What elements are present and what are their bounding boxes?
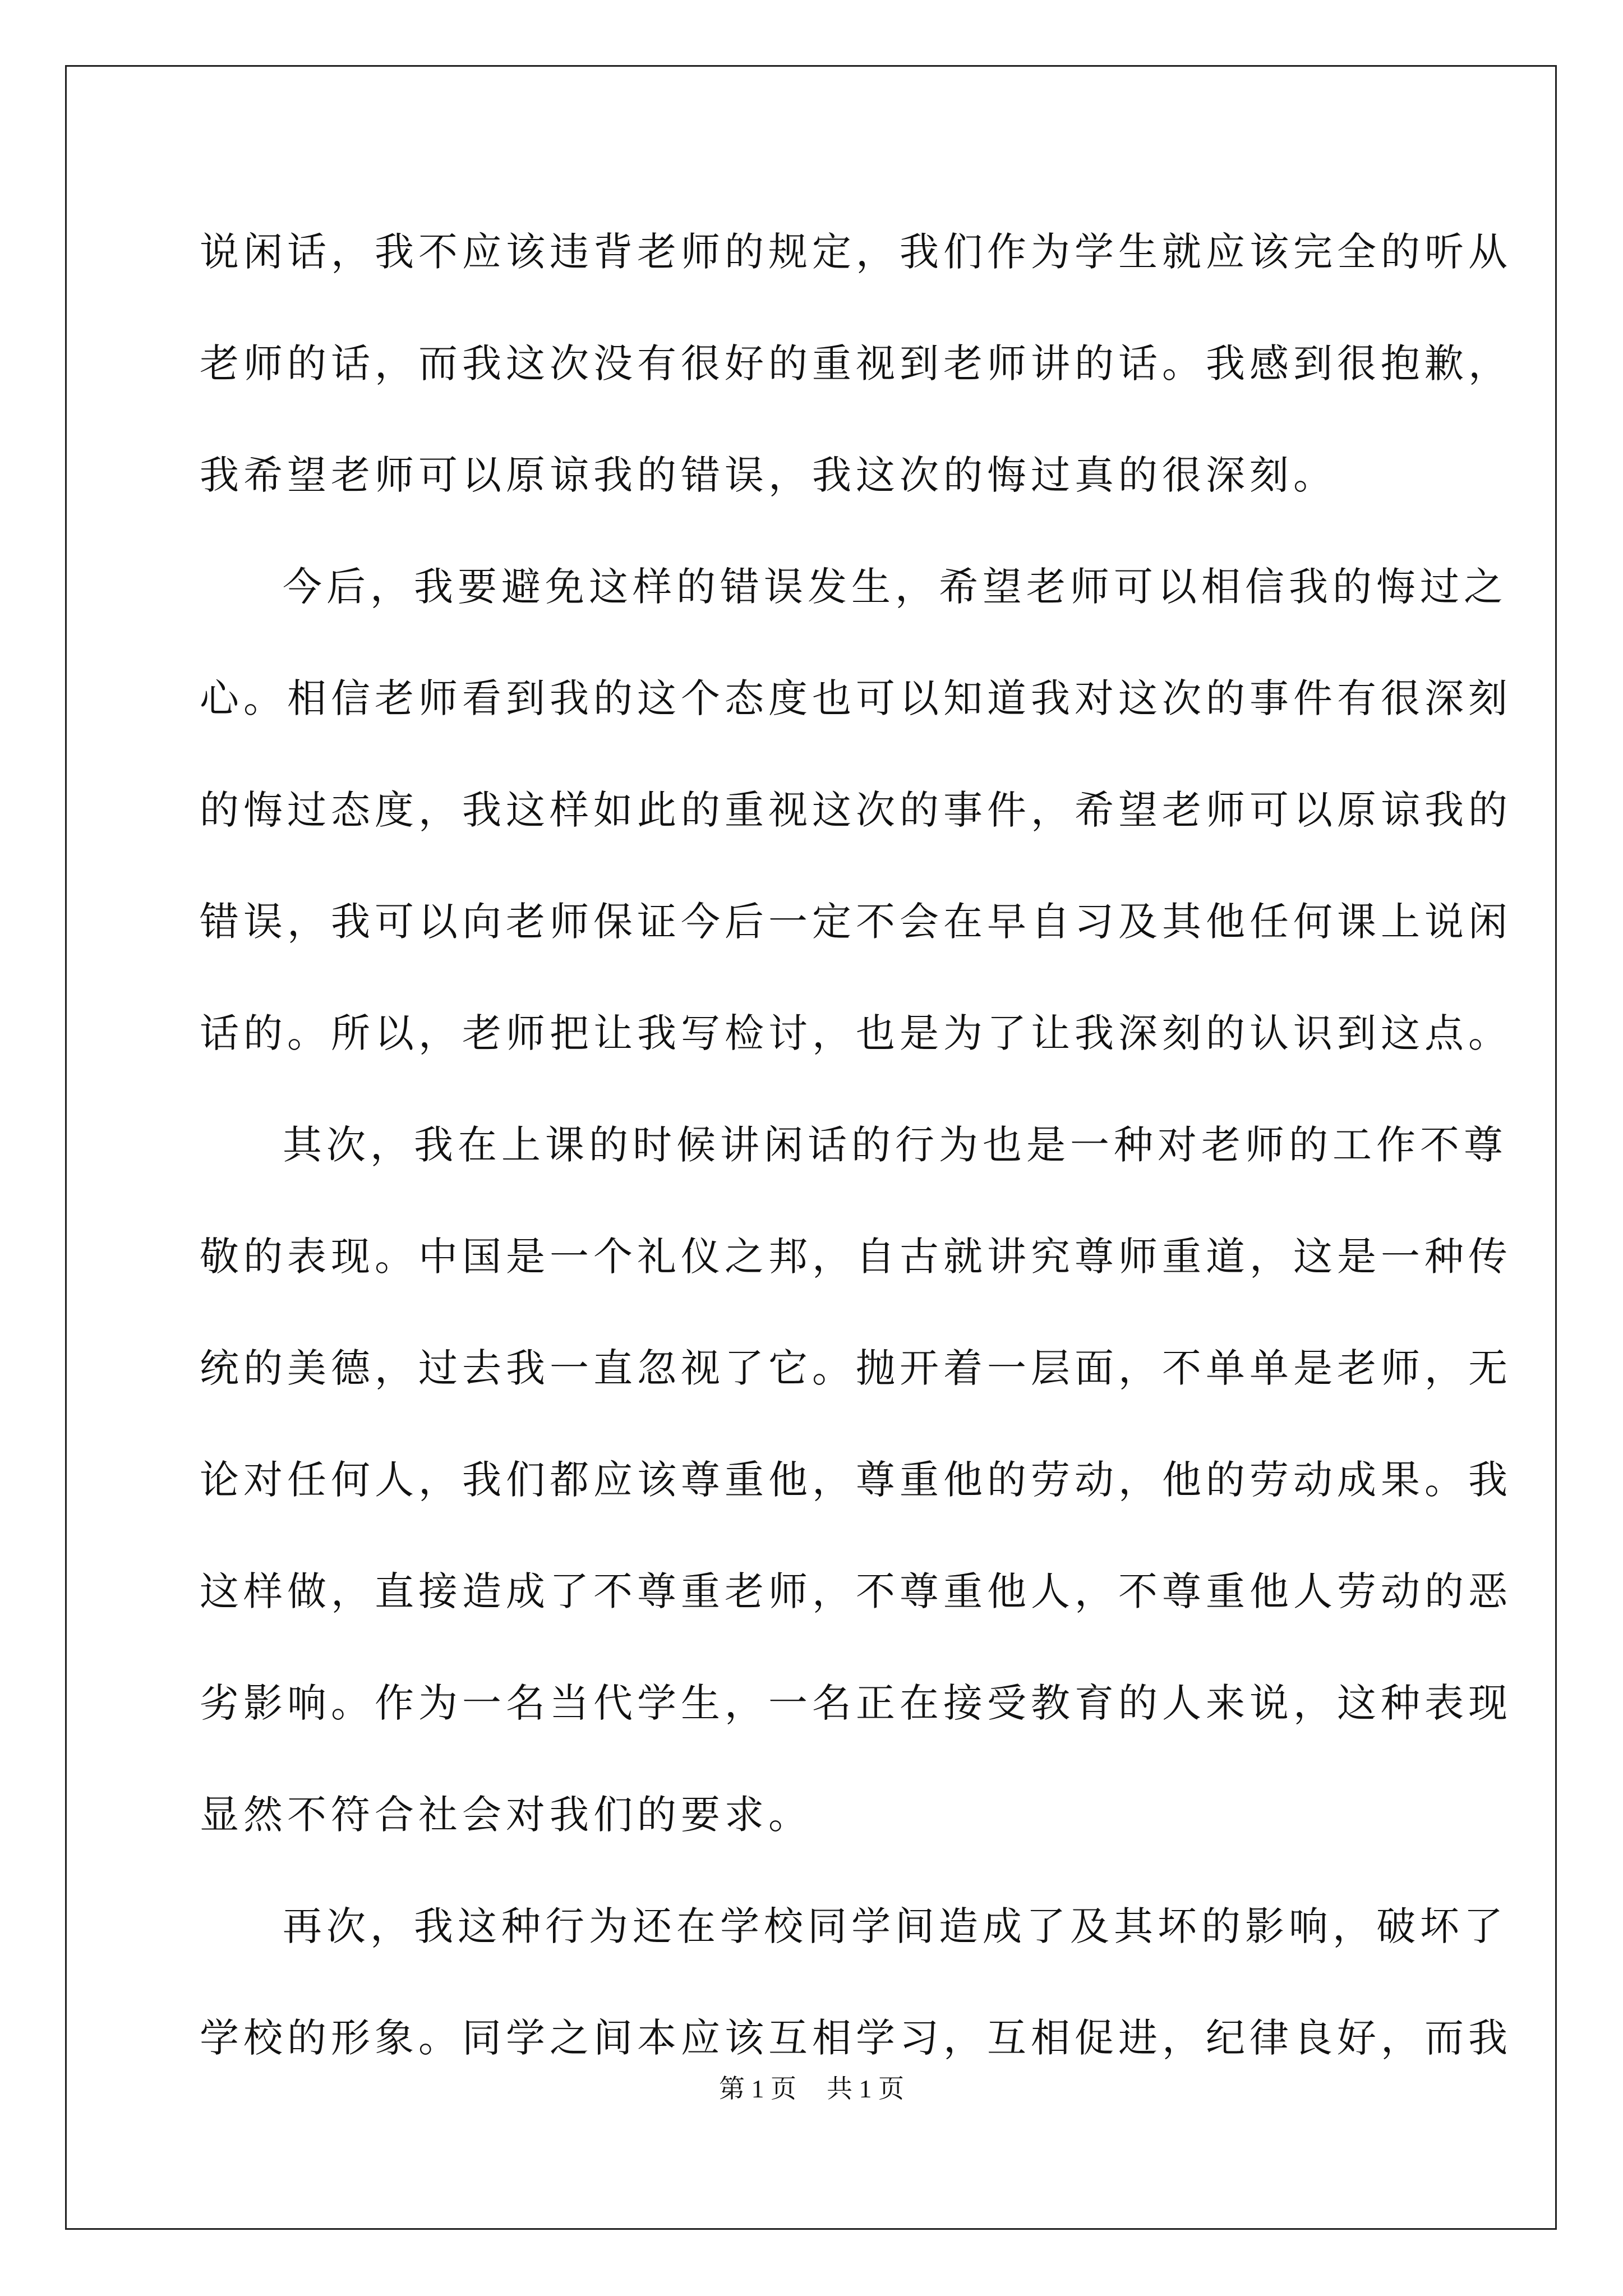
text-line: 错误，我可以向老师保证今后一定不会在早自习及其他任何课上说闲 bbox=[200, 899, 1512, 945]
text-line: 今后，我要避免这样的错误发生，希望老师可以相信我的悔过之 bbox=[283, 564, 1507, 610]
text-line: 显然不符合社会对我们的要求。 bbox=[200, 1792, 812, 1838]
text-line: 这样做，直接造成了不尊重老师，不尊重他人，不尊重他人劳动的恶 bbox=[200, 1568, 1512, 1614]
text-line: 的悔过态度，我这样如此的重视这次的事件，希望老师可以原谅我的 bbox=[200, 787, 1512, 833]
page-footer bbox=[0, 2072, 1623, 2106]
page-number: 第 1 页 bbox=[719, 2074, 796, 2103]
text-line: 老师的话，而我这次没有很好的重视到老师讲的话。我感到很抱歉， bbox=[200, 341, 1512, 386]
text-line: 论对任何人，我们都应该尊重他，尊重他的劳动，他的劳动成果。我 bbox=[200, 1457, 1512, 1503]
text-line: 说闲话，我不应该违背老师的规定，我们作为学生就应该完全的听从 bbox=[200, 229, 1512, 275]
text-line: 劣影响。作为一名当代学生，一名正在接受教育的人来说，这种表现 bbox=[200, 1680, 1512, 1726]
text-line: 敬的表现。中国是一个礼仪之邦，自古就讲究尊师重道，这是一种传 bbox=[200, 1234, 1512, 1280]
text-line: 再次，我这种行为还在学校同学间造成了及其坏的影响，破坏了 bbox=[283, 1903, 1507, 1949]
text-line: 我希望老师可以原谅我的错误，我这次的悔过真的很深刻。 bbox=[200, 452, 1337, 498]
text-line: 心。相信老师看到我的这个态度也可以知道我对这次的事件有很深刻 bbox=[200, 675, 1512, 721]
text-line: 话的。所以，老师把让我写检讨，也是为了让我深刻的认识到这点。 bbox=[200, 1010, 1512, 1056]
page-total: 共 1 页 bbox=[827, 2074, 904, 2103]
text-line: 统的美德，过去我一直忽视了它。抛开着一层面，不单单是老师，无 bbox=[200, 1345, 1512, 1391]
document-body bbox=[200, 215, 1512, 2113]
text-line: 其次，我在上课的时候讲闲话的行为也是一种对老师的工作不尊 bbox=[283, 1122, 1507, 1168]
text-line: 学校的形象。同学之间本应该互相学习，互相促进，纪律良好，而我 bbox=[200, 2015, 1512, 2061]
